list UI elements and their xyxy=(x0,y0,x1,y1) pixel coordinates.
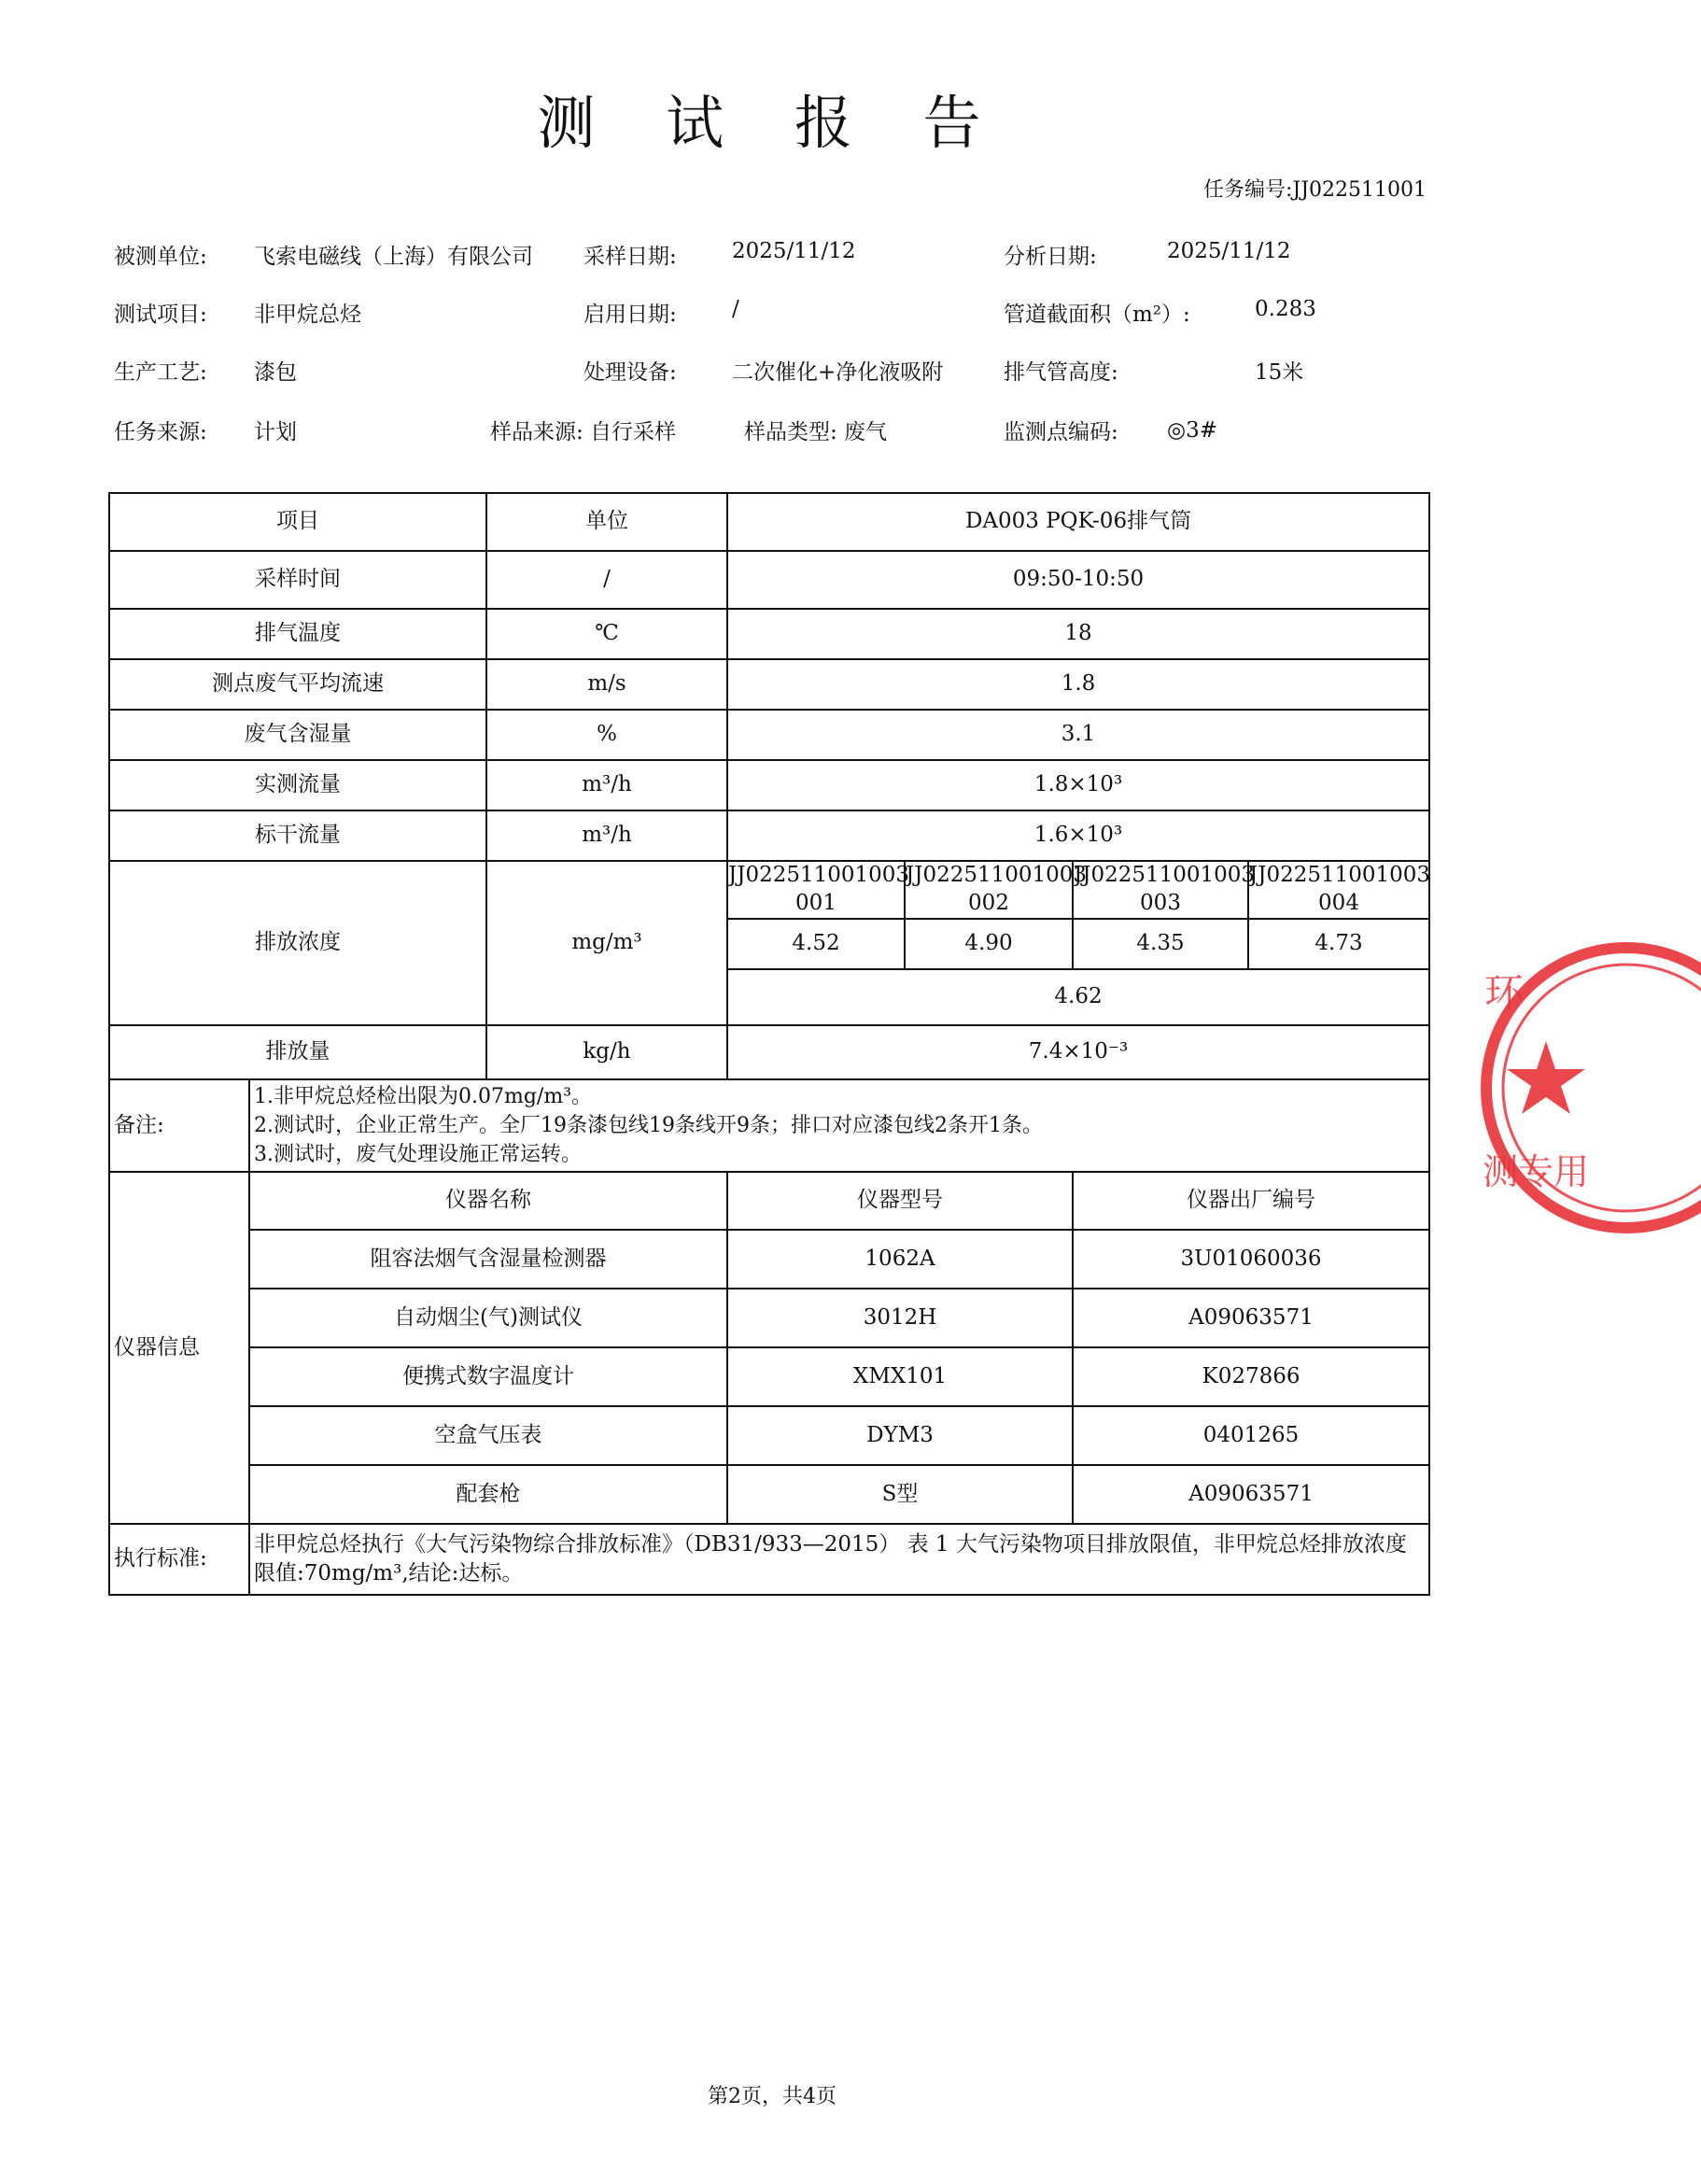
header-location: DA003 PQK-06排气筒 xyxy=(727,493,1429,551)
treatment-label: 处理设备: xyxy=(583,360,677,385)
instrument-serial: K027866 xyxy=(1073,1347,1429,1406)
instrument-model: DYM3 xyxy=(727,1406,1073,1465)
instrument-name: 自动烟尘(气)测试仪 xyxy=(249,1289,727,1347)
table-row xyxy=(109,710,1429,760)
monitor-point: ◎3# xyxy=(1167,418,1217,443)
conc-value: 4.35 xyxy=(1073,919,1248,969)
sampling-date: 2025/11/12 xyxy=(732,239,856,263)
instrument-model: S型 xyxy=(727,1465,1073,1524)
row-item: 测点废气平均流速 xyxy=(109,659,486,710)
row-value: 3.1 xyxy=(727,710,1429,760)
pipe-area-label: 管道截面积（m²）: xyxy=(1004,303,1190,327)
table-row xyxy=(109,810,1429,861)
instrument-row xyxy=(109,1347,1429,1406)
report-table xyxy=(108,492,1430,1596)
conc-item: 排放浓度 xyxy=(109,861,486,1025)
row-unit: m/s xyxy=(486,659,727,710)
instrument-header-name: 仪器名称 xyxy=(249,1172,727,1230)
emission-value: 7.4×10⁻³ xyxy=(727,1025,1429,1079)
instrument-header-serial: 仪器出厂编号 xyxy=(1073,1172,1429,1230)
instrument-row xyxy=(109,1230,1429,1289)
table-row xyxy=(109,659,1429,710)
instrument-name: 阻容法烟气含湿量检测器 xyxy=(249,1230,727,1289)
analysis-date-label: 分析日期: xyxy=(1004,245,1097,269)
row-item: 排气温度 xyxy=(109,609,486,659)
instrument-row xyxy=(109,1406,1429,1465)
row-unit: / xyxy=(486,551,727,609)
instrument-header-model: 仪器型号 xyxy=(727,1172,1073,1230)
row-value: 09:50-10:50 xyxy=(727,551,1429,609)
page-footer: 第2页，共4页 xyxy=(708,2085,836,2108)
table-row xyxy=(109,1025,1429,1079)
instrument-serial: A09063571 xyxy=(1073,1289,1429,1347)
emission-unit: kg/h xyxy=(486,1025,727,1079)
instrument-model: 1062A xyxy=(727,1230,1073,1289)
sample-code: JJ022511001003 003 xyxy=(1073,861,1248,919)
row-unit: % xyxy=(486,710,727,760)
note-line: 1.非甲烷总烃检出限为0.07mg/m³。 xyxy=(254,1085,593,1108)
task-source-label: 任务来源: xyxy=(114,420,207,444)
notes-row xyxy=(109,1079,1429,1172)
instrument-row xyxy=(109,1465,1429,1524)
table-row xyxy=(109,861,1429,919)
row-value: 1.8×10³ xyxy=(727,760,1429,810)
row-item: 采样时间 xyxy=(109,551,486,609)
standard-row xyxy=(109,1524,1429,1595)
process-label: 生产工艺: xyxy=(114,360,207,385)
row-unit: m³/h xyxy=(486,810,727,861)
page-title: 测 试 报 告 xyxy=(537,89,1007,157)
table-row xyxy=(109,551,1429,609)
sample-type: 样品类型: 废气 xyxy=(744,420,888,444)
stack-height: 15米 xyxy=(1255,360,1304,385)
header-item: 项目 xyxy=(109,493,486,551)
tested-unit: 飞索电磁线（上海）有限公司 xyxy=(254,245,533,269)
row-value: 1.8 xyxy=(727,659,1429,710)
header-unit: 单位 xyxy=(486,493,727,551)
emission-item: 排放量 xyxy=(109,1025,486,1079)
table-header-row xyxy=(109,493,1429,551)
svg-text:测专用: 测专用 xyxy=(1483,1151,1590,1192)
test-item: 非甲烷总烃 xyxy=(254,303,361,327)
pipe-area: 0.283 xyxy=(1255,297,1316,321)
instrument-model: XMX101 xyxy=(727,1347,1073,1406)
instrument-name: 配套枪 xyxy=(249,1465,727,1524)
notes-text xyxy=(249,1079,1429,1172)
note-line: 2.测试时，企业正常生产。全厂19条漆包线19条线开9条；排口对应漆包线2条开1条。 xyxy=(254,1114,1043,1137)
conc-mean: 4.62 xyxy=(727,969,1429,1025)
instrument-header-row xyxy=(109,1172,1429,1230)
test-item-label: 测试项目: xyxy=(114,303,207,327)
start-date-label: 启用日期: xyxy=(583,303,677,327)
row-item: 实测流量 xyxy=(109,760,486,810)
sampling-date-label: 采样日期: xyxy=(583,245,677,269)
instrument-serial: 0401265 xyxy=(1073,1406,1429,1465)
instrument-row xyxy=(109,1289,1429,1347)
analysis-date: 2025/11/12 xyxy=(1167,239,1291,263)
note-line: 3.测试时，废气处理设施正常运转。 xyxy=(254,1143,582,1166)
instrument-serial: 3U01060036 xyxy=(1073,1230,1429,1289)
stack-height-label: 排气管高度: xyxy=(1004,360,1118,385)
instrument-label: 仪器信息 xyxy=(109,1172,249,1524)
row-unit: ℃ xyxy=(486,609,727,659)
task-source: 计划 xyxy=(254,420,297,444)
sample-code: JJ022511001003 004 xyxy=(1248,861,1429,919)
sample-code: JJ022511001003 002 xyxy=(905,861,1073,919)
instrument-model: 3012H xyxy=(727,1289,1073,1347)
row-value: 1.6×10³ xyxy=(727,810,1429,861)
table-row xyxy=(109,760,1429,810)
instrument-serial: A09063571 xyxy=(1073,1465,1429,1524)
conc-value: 4.52 xyxy=(727,919,905,969)
svg-text:环: 环 xyxy=(1484,970,1525,1016)
conc-unit: mg/m³ xyxy=(486,861,727,1025)
tested-unit-label: 被测单位: xyxy=(114,245,207,269)
task-number: 任务编号:JJ022511001 xyxy=(1202,178,1427,202)
conc-value: 4.90 xyxy=(905,919,1073,969)
table-row xyxy=(109,609,1429,659)
standard-text: 非甲烷总烃执行《大气污染物综合排放标准》（DB31/933—2015） 表 1 大气污染物项目排放限值，非甲烷总烃排放浓度限值:70mg/m³,结论:达标。 xyxy=(249,1524,1429,1595)
instrument-name: 空盒气压表 xyxy=(249,1406,727,1465)
row-item: 废气含湿量 xyxy=(109,710,486,760)
start-date: / xyxy=(732,297,739,321)
row-item: 标干流量 xyxy=(109,810,486,861)
treatment: 二次催化+净化液吸附 xyxy=(732,360,944,385)
stamp-seal xyxy=(1483,934,1701,1242)
sample-code: JJ022511001003 001 xyxy=(727,861,905,919)
notes-label: 备注: xyxy=(109,1079,249,1172)
sample-source: 样品来源: 自行采样 xyxy=(490,420,677,444)
row-unit: m³/h xyxy=(486,760,727,810)
standard-label: 执行标准: xyxy=(109,1524,249,1595)
process: 漆包 xyxy=(254,360,297,385)
monitor-point-label: 监测点编码: xyxy=(1004,420,1118,444)
conc-value: 4.73 xyxy=(1248,919,1429,969)
instrument-name: 便携式数字温度计 xyxy=(249,1347,727,1406)
row-value: 18 xyxy=(727,609,1429,659)
